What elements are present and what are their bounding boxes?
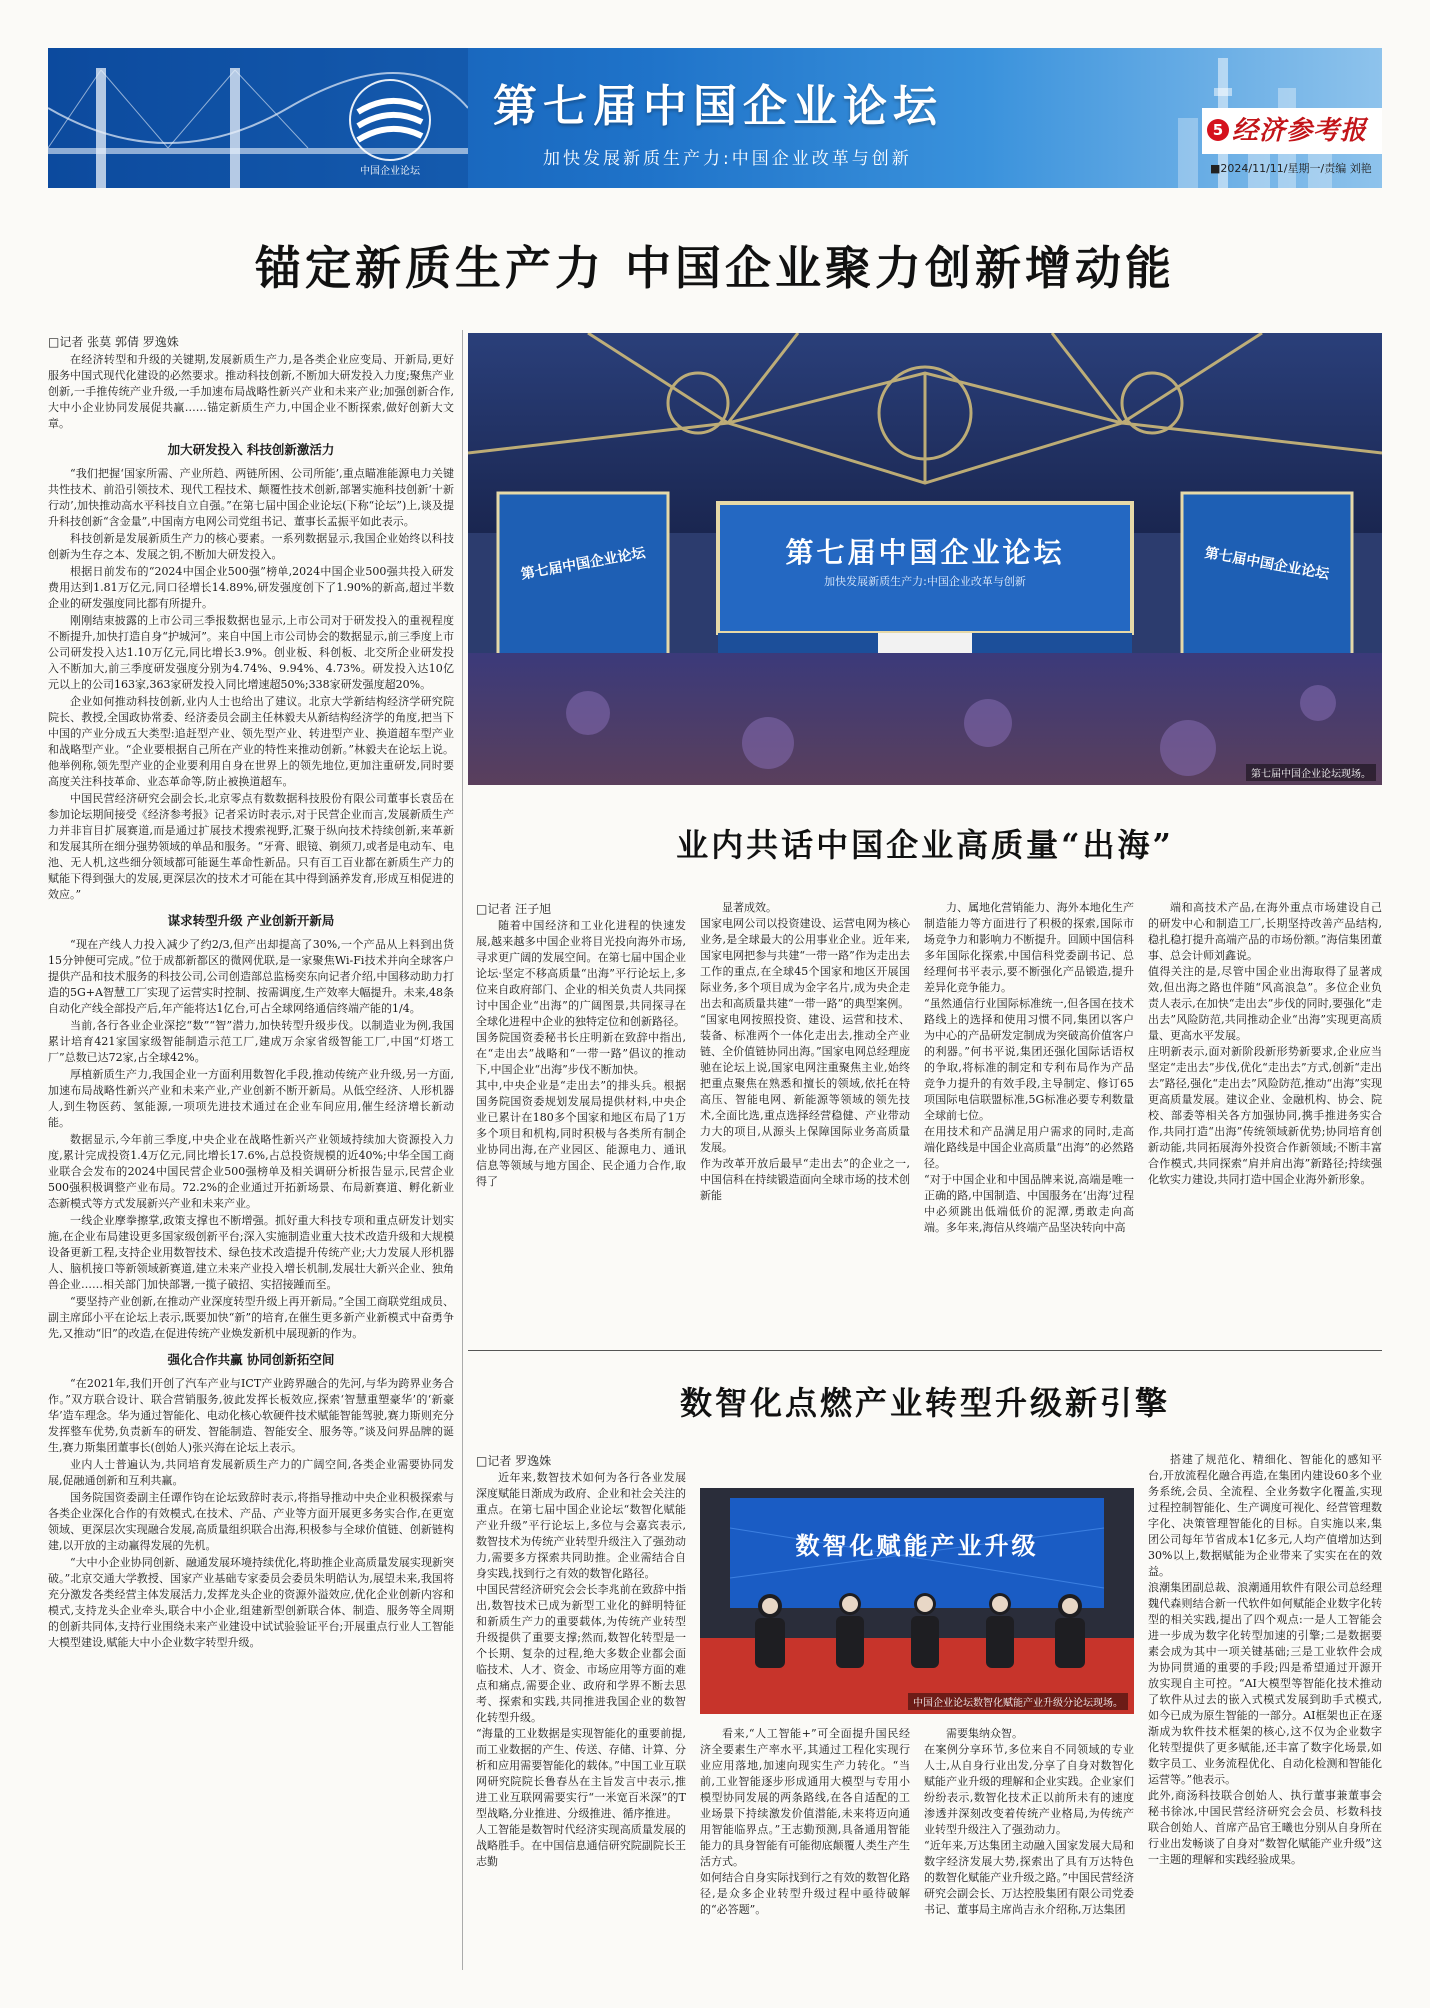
left-subhead-3: 强化合作共赢 协同创新拓空间: [167, 1352, 335, 1367]
side-screen-left: 第七届中国企业论坛: [519, 545, 647, 583]
left-paragraph: “在2021年,我们开创了汽车产业与ICT产业跨界融合的先河,与华为跨界业务合作。”双方联合设计、联合营销服务,彼此发挥长板效应,探索‘智慧重塑豪华’的‘新豪华’造车理念。华为通过智能化、电动化核心软硬件技术赋能智能驾驶,赛力斯则充分发挥整车优势,负责新车的研发、智能制造、智能安全、服务等。”谈及问界品牌的诞生,赛力斯集团董事长(创始人)张兴海在论坛上表示。: [48, 1377, 454, 1454]
left-paragraph: 一线企业摩拳擦掌,政策支撑也不断增强。抓好重大科技专项和重点研发计划实施,在企业布局建设更多国家级创新平台;深入实施制造业重大技术改造升级和大规模设备更新工程,支持企业用数智技术、绿色技术改造提升传统产业;大力发展人形机器人、脑机接口等新领域新赛道,建立未来产业投入增长机制,发展壮大新兴企业、独角兽企业……相关部门加快部署,一揽子破招、实招接踵而至。: [48, 1214, 454, 1291]
photo-caption: 中国企业论坛数智化赋能产业升级分论坛现场。: [908, 1693, 1128, 1710]
screen-subtitle: 加快发展新质生产力:中国企业改革与创新: [824, 575, 1026, 588]
dateline: ■2024/11/11/星期一/责编 刘艳: [1210, 162, 1372, 175]
section-divider: [468, 1350, 1382, 1351]
left-paragraph: 刚刚结束披露的上市公司三季报数据也显示,上市公司对于研发投入的重视程度不断提升,加快打造自身“护城河”。来自中国上市公司协会的数据显示,前三季度上市公司研发投入达1.10万亿元,同比增长3.9%。创业板、科创板、北交所企业研发投入不断加大,前三季度研发强度分别为4.74%、9.94%、4.73%。研发投入达10亿元以上的公司163家,363家研发投入同比增速超50%;338家研发强度超20%。: [48, 614, 454, 691]
forum-title: 第七届中国企业论坛: [493, 81, 943, 132]
left-article-body: [48, 352, 454, 1972]
forum-venue-photo: [468, 333, 1382, 785]
forum-logo-icon: [330, 74, 450, 166]
column-divider: [462, 330, 463, 1970]
left-paragraph: 当前,各行各业企业深挖“数”“智”潜力,加快转型升级步伐。以制造业为例,我国累计培育421家国家级智能制造示范工厂,建成万余家省级智能工厂,中国“灯塔工厂”总数已达72家,占全球42%。: [48, 1019, 454, 1064]
left-paragraph: “我们把握‘国家所需、产业所趋、两链所困、公司所能’,重点瞄准能源电力关键共性技术、前沿引领技术、现代工程技术、颠覆性技术创新,部署实施科技创新‘十新行动’,加快推动高水平科技自立自强。”在第七届中国企业论坛(下称“论坛”)上,谈及提升科技创新“含金量”,中国南方电网公司党组书记、董事长孟振平如此表示。: [48, 467, 454, 528]
panel-discussion-photo: [700, 1488, 1134, 1714]
forum-subtitle: 加快发展新质生产力:中国企业改革与创新: [543, 149, 912, 169]
page-number: 5: [1207, 119, 1229, 141]
screen-title: 第七届中国企业论坛: [785, 536, 1065, 569]
article3-column-1: 近年来,数智技术如何为各行各业发展深度赋能日渐成为政府、企业和社会关注的重点。在第七届中国企业论坛“数智化赋能产业升级”平行论坛上,多位与会嘉宾表示,数智技术为传统产业转型升级注入了强劲动力,需要多方探索共同助推。企业需结合自身实践,找到行之有效的数智化路径。 中国民营经济研究会会长李兆前在致辞中指出,数智技术已成为新型工业化的鲜明特征和新质生产力的重要载体,为传统产业转型升级提供了重要支撑;然而,数智化转型是一个长期、复杂的过程,绝大多数企业都会面临技术、人才、资金、市场应用等方面的难点和痛点,需要企业、政府和学界不断去思考、探索和实践,共同推进我国企业的数智化转型升级。 “海量的工业数据是实现智能化的重要前提,而工业数据的产生、传送、存储、计算、分析和应用需要智能化的载体。”中国工业互联网研究院院长鲁春丛在主旨发言中表示,推进工业互联网需要实行“一米宽百米深”的T型战略,分业推进、分级推进、循序推进。 人工智能是数智时代经济实现高质量发展的战略胜手。在中国信息通信研究院副院长王志勤: [476, 1471, 686, 1868]
article3-column-2: 看来,“人工智能+”可全面提升国民经济全要素生产率水平,其通过工程化实现行业应用落地,加速向现实生产力转化。“当前,工业智能逐步形成通用大模型与专用小模型协同发展的两条路线,在各自适配的工业场景下持续激发价值潜能,未来将迈向通用智能临界点。”王志勤预测,具备通用智能能力的具身智能有可能彻底颠覆人类生产生活方式。 如何结合自身实际找到行之有效的数智化路径,是众多企业转型升级过程中亟待破解的“必答题”。: [700, 1727, 910, 1916]
left-paragraph: 国务院国资委副主任谭作钧在论坛致辞时表示,将指导推动中央企业积极探索与各类企业深化合作的有效模式,在技术、产品、产业等方面开展更多务实合作,在更宽领域、更深层次实现融合发展,高质量组织联合出海,积极参与全球价值链、创新链构建,以开放的主动赢得发展的先机。: [48, 1491, 454, 1552]
article2-column-2: 显著成效。 国家电网公司以投资建设、运营电网为核心业务,是全球最大的公用事业企业。近年来,国家电网把参与共建“一带一路”作为走出去工作的重点,在全球45个国家和地区开展国际业务,多个项目成为金字名片,成为央企走出去和高质量共建“一带一路”的典型案例。 “国家电网按照投资、建设、运营和技术、装备、标准两个一体化走出去,推动全产业链、全价值链协同出海。”国家电网总经理庞驰在论坛上说,国家电网注重聚焦主业,始终把重点聚焦在熟悉和擅长的领域,依托在特高压、智能电网、新能源等领域的领先技术,全面比选,重点选择经营稳健、产业带动力大的项目,从源头上保障国际业务高质量发展。 作为改革开放后最早“走出去”的企业之一,中国信科在持续锻造面向全球市场的技术创新能: [700, 901, 910, 1202]
left-intro: 在经济转型和升级的关键期,发展新质生产力,是各类企业应变局、开新局,更好服务中国式现代化建设的必然要求。推动科技创新,不断加大研发投入力度;聚焦产业创新,一手推传统产业升级,一手加速布局战略性新兴产业和未来产业;加强创新合作,大中小企业协同发展促共赢……锚定新质生产力,中国企业不断探索,做好创新大文章。: [48, 353, 454, 430]
article3-title: 数智化点燃产业转型升级新引擎: [679, 1384, 1170, 1422]
left-paragraph: “大中小企业协同创新、融通发展环境持续优化,将助推企业高质量发展实现新突破。”北京交通大学教授、国家产业基础专家委员会委员朱明皓认为,展望未来,我国将充分激发各类经营主体发展活力,发挥龙头企业的资源外溢效应,优化企业创新内容和模式,支持龙头企业牵头,联合中小企业,组建新型创新联合体、制造、服务等全周期的创新共同体,支持行业围绕未来产业建设中试试验验证平台;开展重点行业人工智能大模型建设,赋能大中小企业数字转型升级。: [48, 1556, 454, 1649]
left-paragraph: 业内人士普遍认为,共同培育发展新质生产力的广阔空间,各类企业需要协同发展,促融通创新和互利共赢。: [48, 1458, 454, 1487]
article3-column-3: 需要集纳众智。 在案例分享环节,多位来自不同领域的专业人士,从自身行业出发,分享了自身对数智化赋能产业升级的理解和企业实践。企业家们纷纷表示,数智化技术正以前所未有的速度渗透并深刻改变着传统产业格局,为传统产业转型升级注入了强劲动力。 “近年来,万达集团主动融入国家发展大局和数字经济发展大势,探索出了具有万达特色的数智化赋能产业升级之路。”中国民营经济研究会副会长、万达控股集团有限公司党委书记、董事局主席尚吉永介绍称,万达集团: [924, 1727, 1134, 1916]
photo-caption: 第七届中国企业论坛现场。: [1246, 764, 1376, 781]
screen-title: 数智化赋能产业升级: [795, 1532, 1039, 1560]
left-subhead-1: 加大研发投入 科技创新激活力: [167, 442, 335, 457]
logo-text: 中国企业论坛: [360, 166, 420, 177]
article2-column-4: 端和高技术产品,在海外重点市场建设自己的研发中心和制造工厂,长期坚持改善产品结构,稳扎稳打提升高端产品的市场份额。”海信集团董事、总会计师刘鑫说。 值得关注的是,尽管中国企业出海取得了显著成效,但出海之路也伴随“风高浪急”。多位企业负责人表示,在加快“走出去”步伐的同时,要强化“走出去”风险防范,共同推动企业“出海”实现更高质量、更高水平发展。 庄明新表示,面对新阶段新形势新要求,企业应当坚定“走出去”步伐,优化“走出去”方式,创新“走出去”路径,强化“走出去”风险防范,推动“出海”实现更高质量发展。建议企业、金融机构、协会、院校、部委等相关各方加强协同,携手推进务实合作,共同打造“出海”传统领域新优势;协同培育创新动能,共同拓展海外投资合作新领域;不断丰富合作模式,共同探索“肩并肩出海”新路径;持续强化软实力建设,共同打造中国企业海外新形象。: [1148, 901, 1382, 1186]
left-paragraph: “要坚持产业创新,在推动产业深度转型升级上再开新局。”全国工商联党组成员、副主席邱小平在论坛上表示,既要加快“新”的培育,在催生更多新产业新模式中奋勇争先,又推动“旧”的改造,在促进传统产业焕发新机中展现新的作为。: [48, 1295, 454, 1340]
left-paragraph: “现在产线人力投入减少了约2/3,但产出却提高了30%,一个产品从上料到出货15分钟便可完成。”位于成都新都区的微网优联,是一家聚焦Wi-Fi技术并向全球客户提供产品和技术服务的科技公司,公司创造部总监杨奕东向记者介绍,中国移动助力打造的5G+A智慧工厂实现了运营实时控制、按需调度,生产效率大幅提升。未来,48条自动化产线全部投产后,年产能将达1亿台,可占全球网络通信终端产能的1/4。: [48, 938, 454, 1015]
left-paragraph: 数据显示,今年前三季度,中央企业在战略性新兴产业领域持续加大资源投入力度,累计完成投资1.4万亿元,同比增长17.6%,占总投资规模的近40%;中华全国工商业联合会发布的2024中国民营企业500强榜单及相关调研分析报告显示,民营企业500强积极调整产业布局。72.2%的企业通过开拓新场景、布局新赛道、孵化新业态新模式等方式发展新兴产业和未来产业。: [48, 1133, 454, 1210]
left-byline: □记者 张莫 郭倩 罗逸姝: [48, 335, 179, 349]
article2-column-1: 随着中国经济和工业化进程的快速发展,越来越多中国企业将目光投向海外市场,寻求更广阔的发展空间。在第七届中国企业论坛·坚定不移高质量“出海”平行论坛上,多位来自政府部门、企业的相关负责人共同探讨中国企业“出海”的广阔图景,共同探寻在全球化进程中企业的独特定位和创新路径。 国务院国资委秘书长庄明新在致辞中指出,在“走出去”战略和“一带一路”倡议的推动下,中国企业“出海”步伐不断加快。 其中,中央企业是“走出去”的排头兵。根据国务院国资委规划发展局提供材料,中央企业已累计在180多个国家和地区布局了1万多个项目和机构,同时积极与各类所有制企业协同出海,在产业园区、能源电力、通讯信息等领域与地方国企、民企通力合作,取得了: [476, 919, 686, 1188]
left-paragraph: 根据日前发布的“2024中国企业500强”榜单,2024中国企业500强共投入研发费用达到1.81万亿元,同口径增长14.89%,研发强度创下了1.90%的新高,超过半数企业的研发强度同比都有所提升。: [48, 565, 454, 610]
left-subhead-2: 谋求转型升级 产业创新开新局: [167, 913, 335, 928]
article2-title: 业内共话中国企业高质量“出海”: [676, 826, 1174, 864]
left-paragraph: 企业如何推动科技创新,业内人士也给出了建议。北京大学新结构经济学研究院院长、教授,全国政协常委、经济委员会副主任林毅夫从新结构经济学的角度,把当下中国的产业分成五大类型:追赶型产业、领先型产业、转进型产业、换道超车型产业和战略型产业。“企业要根据自己所在产业的特性来推动创新。”林毅夫在论坛上说。他举例称,领先型产业的企业要利用自身在世界上的领先地位,更加注重研发,同时要高度关注科技革命、业态革命等,防止被换道超车。: [48, 695, 454, 788]
article2-column-3: 力、属地化营销能力、海外本地化生产制造能力等方面进行了积极的探索,国际市场竞争力和影响力不断提升。回顾中国信科多年国际化探索,中国信科党委副书记、总经理何书平表示,要不断强化产品锻造,提升差异化竞争能力。 “虽然通信行业国际标准统一,但各国在技术路线上的选择和使用习惯不同,集团以客户为中心的产品研发定制成为突破高价值客户的利器。”何书平说,集团还强化国际话语权的争取,将标准的制定和专利布局作为产品竞争力提升的有效手段,主导制定、修订65项国际电信联盟标准,5G标准必要专利数量全球前七位。 在用技术和产品满足用户需求的同时,走高端化路线是中国企业高质量“出海”的必然路径。 “对于中国企业和中国品牌来说,高端是唯一正确的路,中国制造、中国服务在‘出海’过程中必须跳出低端低价的泥潭,勇敢走向高端。多年来,海信从终端产品坚决转向中高: [924, 901, 1134, 1234]
side-screen-right: 第七届中国企业论坛: [1203, 545, 1331, 583]
article3-column-4: 搭建了规范化、精细化、智能化的感知平台,开放流程化融合再造,在集团内建设60多个业务系统,会员、全流程、全业务数字化覆盖,实现过程控制智能化、生产调度可视化、经营管理数字化、决策管理智能化的目标。自实施以来,集团公司每年节省成本1亿多元,人均产值增加达到30%以上,数据赋能为企业带来了实实在在的效益。 浪潮集团副总裁、浪潮通用软件有限公司总经理魏代森则结合新一代软件如何赋能企业数字化转型的相关实践,提出了四个观点:一是人工智能会进一步成为数字化转型加速的引擎;二是数据要素会成为其中一项关键基础;三是工业软件会成为协同贯通的重要的手段;四是希望通过开源开放实现自主可控。“AI大模型等智能化技术推动了软件从过去的嵌入式模式发展到助手式模式,如今已成为原生智能的一部分。AI框架也正在逐渐成为软件技术框架的核心,这不仅为企业数字化转型提供了更多赋能,还丰富了数字化场景,如数字员工、业务流程优化、自动化检测和智能化运营等。”他表示。 此外,商汤科技联合创始人、执行董事兼董事会秘书徐冰,中国民营经济研究会会员、杉数科技联合创始人、首席产品官王曦也分别从自身所在行业出发畅谈了自身对“数智化赋能产业升级”这一主题的理解和实践经验成果。: [1148, 1453, 1382, 1866]
article3-byline: □记者 罗逸姝: [476, 1454, 552, 1468]
article2-byline: □记者 汪子旭: [476, 902, 552, 916]
left-paragraph: 科技创新是发展新质生产力的核心要素。一系列数据显示,我国企业始终以科技创新为生存之本、发展之钥,不断加大研发投入。: [48, 532, 454, 561]
main-headline: 锚定新质生产力 中国企业聚力创新增动能: [254, 241, 1175, 295]
newspaper-masthead: 经济参考报: [1232, 116, 1368, 146]
header-banner: [48, 48, 1382, 188]
left-paragraph: 厚植新质生产力,我国企业一方面利用数智化手段,推动传统产业升级,另一方面,加速布局战略性新兴产业和未来产业,产业创新不断开新局。从低空经济、人形机器人,到生物医药、氢能源,一项项先进技术通过在企业车间应用,催生经济增长新动能。: [48, 1068, 454, 1129]
left-paragraph: 中国民营经济研究会副会长,北京零点有数数据科技股份有限公司董事长袁岳在参加论坛期间接受《经济参考报》记者采访时表示,对于民营企业而言,发展新质生产力并非盲目扩展赛道,而是通过扩展技术搜索视野,汇聚于纵向技术持续创新,来革新和发展其所在细分强势领域的单品和服务。“牙膏、眼镜、剃须刀,或者是电动车、电池、无人机,这些细分领域都可能诞生革命性新品。只有百工百业都在新质生产力的赋能下得到强大的发展,更深层次的技术才可能在其中得到涵养发育,形成互相促进的效应。”: [48, 792, 454, 901]
